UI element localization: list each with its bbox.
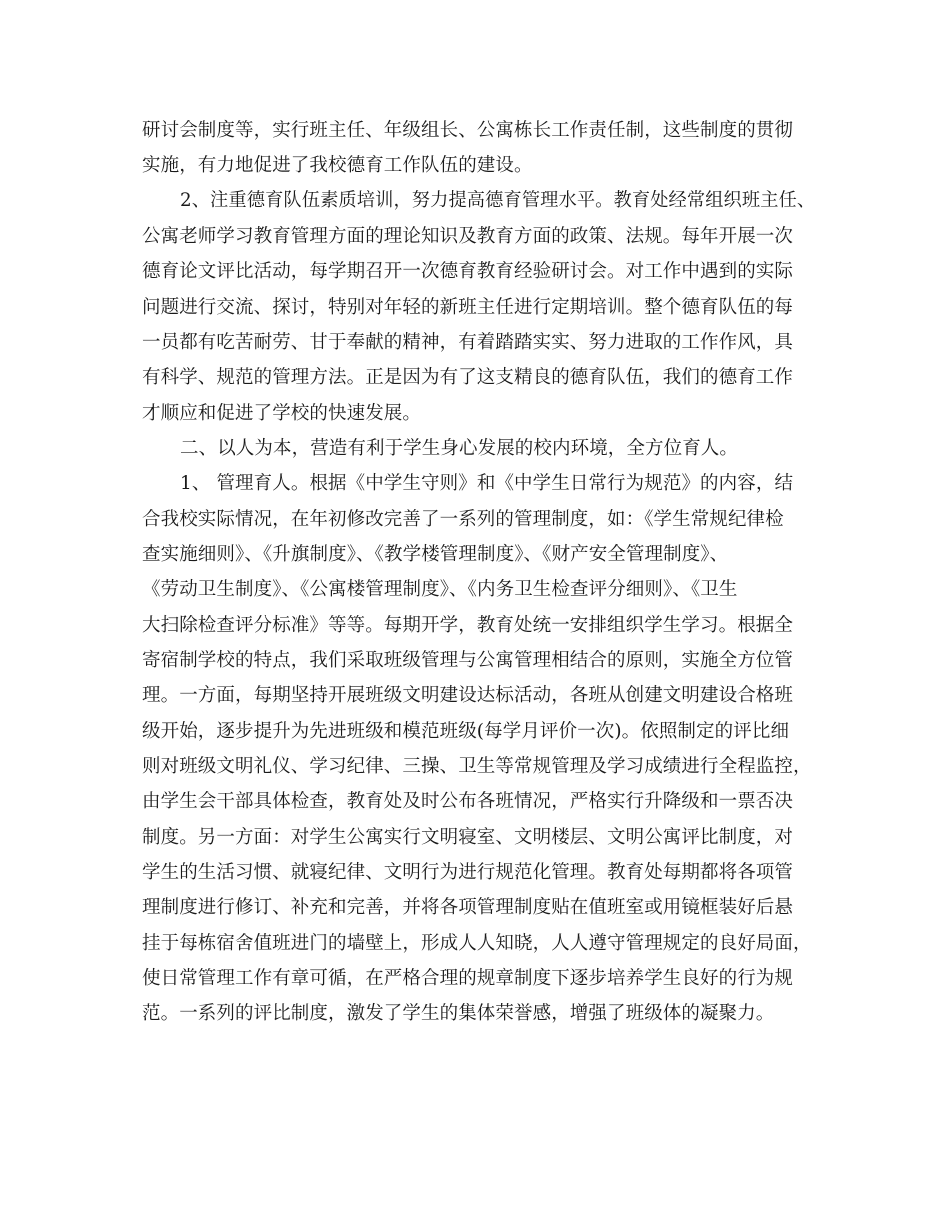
text-line: 使日常管理工作有章可循，在严格合理的规章制度下逐步培养学生良好的行为规 bbox=[142, 968, 794, 989]
text-line: 查实施细则》、《升旗制度》、《教学楼管理制度》、《财产安全管理制度》、 bbox=[142, 544, 729, 565]
text-line: 2、注重德育队伍素质培训，努力提高德育管理水平。教育处经常组织班主任、 bbox=[180, 190, 816, 211]
text-line: 理。一方面，每期坚持开展班级文明建设达标活动，各班从创建文明建设合格班 bbox=[142, 685, 794, 706]
text-line: 二、以人为本，营造有利于学生身心发展的校内环境，全方位育人。 bbox=[180, 438, 739, 459]
text-line: 则对班级文明礼仪、学习纪律、三操、卫生等常规管理及学习成绩进行全程监控， bbox=[142, 756, 812, 777]
text-line: 大扫除检查评分标准》等等。每期开学，教育处统一安排组织学生学习。根据全 bbox=[142, 615, 794, 636]
text-line: 寄宿制学校的特点，我们采取班级管理与公寓管理相结合的原则，实施全方位管 bbox=[142, 650, 794, 671]
text-line: 制度。另一方面：对学生公寓实行文明寝室、文明楼层、文明公寓评比制度，对 bbox=[142, 827, 794, 848]
text-line: 学生的生活习惯、就寝纪律、文明行为进行规范化管理。教育处每期都将各项管 bbox=[142, 862, 794, 883]
text-line: 理制度进行修订、补充和完善，并将各项管理制度贴在值班室或用镜框装好后悬 bbox=[142, 897, 794, 918]
text-line: 1、 管理育人。根据《中学生守则》和《中学生日常行为规范》的内容，结 bbox=[180, 473, 794, 494]
text-line: 有科学、规范的管理方法。正是因为有了这支精良的德育队伍，我们的德育工作 bbox=[142, 367, 794, 388]
text-line: 级开始，逐步提升为先进班级和模范班级(每学月评价一次)。依照制定的评比细 bbox=[142, 721, 790, 742]
text-line: 合我校实际情况，在年初修改完善了一系列的管理制度，如：《学生常规纪律检 bbox=[142, 509, 784, 530]
text-line: 公寓老师学习教育管理方面的理论知识及教育方面的政策、法规。每年开展一次 bbox=[142, 226, 794, 247]
text-line: 实施，有力地促进了我校德育工作队伍的建设。 bbox=[142, 155, 533, 176]
text-line: 一员都有吃苦耐劳、甘于奉献的精神，有着踏踏实实、努力进取的工作作风，具 bbox=[142, 332, 794, 353]
text-line: 范。一系列的评比制度，激发了学生的集体荣誉感，增强了班级体的凝聚力。 bbox=[142, 1003, 775, 1024]
text-line: 《劳动卫生制度》、《公寓楼管理制度》、《内务卫生检查评分细则》、《卫生 bbox=[142, 579, 738, 600]
text-line: 由学生会干部具体检查，教育处及时公布各班情况，严格实行升降级和一票否决 bbox=[142, 791, 794, 812]
text-line: 德育论文评比活动，每学期召开一次德育教育经验研讨会。对工作中遇到的实际 bbox=[142, 261, 794, 282]
text-line: 挂于每栋宿舍值班进门的墙壁上，形成人人知晓，人人遵守管理规定的良好局面， bbox=[142, 933, 812, 954]
text-line: 才顺应和促进了学校的快速发展。 bbox=[142, 403, 422, 424]
text-line: 问题进行交流、探讨，特别对年轻的新班主任进行定期培训。整个德育队伍的每 bbox=[142, 297, 794, 318]
text-line: 研讨会制度等，实行班主任、年级组长、公寓栋长工作责任制，这些制度的贯彻 bbox=[142, 120, 794, 141]
